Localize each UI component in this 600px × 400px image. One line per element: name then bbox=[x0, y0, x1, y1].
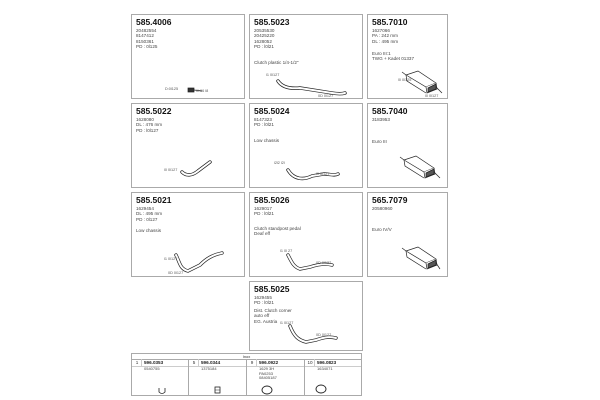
part-details: 3183953 bbox=[372, 117, 390, 122]
part-details: 8147323 PD : l0l21 bbox=[254, 117, 274, 128]
part-drawing-gasket-ring bbox=[247, 359, 305, 396]
part-details: 1627066 PA : 242 mm DL : 495 mm bbox=[372, 28, 399, 44]
dimension-label: l2l2 l2l bbox=[274, 161, 285, 165]
position-number: 1 bbox=[133, 359, 142, 366]
part-drawing-sleeve bbox=[189, 359, 247, 396]
part-drawing-bent-pipe bbox=[132, 193, 246, 278]
dimension-label: l1 0l127 bbox=[266, 73, 280, 77]
part-card-585-7010[interactable] bbox=[367, 14, 448, 99]
part-number: 585.5026 bbox=[254, 195, 290, 205]
part-drawing-catalytic-converter bbox=[368, 15, 449, 100]
accessories-table bbox=[131, 353, 362, 396]
part-drawing-gasket-ring bbox=[305, 359, 361, 396]
part-card-585-7040[interactable] bbox=[367, 103, 448, 188]
dimension-label: D:0l125 bbox=[165, 87, 179, 91]
dimension-label: 0l 0l125 bbox=[398, 78, 412, 82]
part-number: 585.7010 bbox=[372, 17, 408, 27]
part-number: 585.4006 bbox=[136, 17, 172, 27]
part-card-585-5023[interactable] bbox=[249, 14, 363, 99]
part-details: 1628080 DL : 476 mm PD : l0l127 bbox=[136, 117, 163, 133]
part-details: 0540755 bbox=[144, 366, 160, 371]
dimension-label: l0 0l127 bbox=[164, 168, 178, 172]
part-note: Clutch plastic 1/4-1/2" bbox=[254, 60, 299, 65]
part-details: 1629454 DL : 495 mm PD : 0l127 bbox=[136, 206, 163, 222]
table-cell[interactable] bbox=[305, 359, 361, 396]
part-card-585-4006[interactable] bbox=[131, 14, 245, 99]
part-drawing-muffler-clamp bbox=[132, 15, 246, 100]
part-number: 596.0823 bbox=[317, 360, 337, 365]
table-cell[interactable] bbox=[189, 359, 247, 396]
dimension-label: l1 0l 27 bbox=[280, 249, 293, 253]
part-details: 20580960 bbox=[372, 206, 393, 211]
dimension-label: 0l:06 l8 bbox=[196, 89, 209, 93]
dimension-label: l1 0l127 bbox=[164, 257, 178, 261]
part-note: Euro III:1 TWG + Kadet 01337 bbox=[372, 51, 415, 62]
part-number: 596.0344 bbox=[201, 360, 221, 365]
part-note: Clutch standpost pedal Deaf eff bbox=[254, 226, 301, 237]
part-drawing-short-pipe bbox=[132, 104, 246, 189]
part-card-585-5026[interactable] bbox=[249, 192, 363, 277]
part-card-585-5022[interactable] bbox=[131, 103, 245, 188]
position-number: 9 bbox=[248, 359, 257, 366]
part-details: 1375184 bbox=[201, 366, 217, 371]
part-number: 565.7079 bbox=[372, 195, 408, 205]
dimension-label: l0 0l127 bbox=[425, 94, 439, 98]
part-number: 585.5023 bbox=[254, 17, 290, 27]
part-note: Dist. Clutch corner auto eff EG. Austria bbox=[254, 308, 292, 324]
position-number: 10 bbox=[306, 359, 315, 366]
part-details: 1634071 bbox=[317, 366, 333, 371]
part-number: 585.5021 bbox=[136, 195, 172, 205]
dimension-label: 0D 0l127 bbox=[316, 333, 332, 337]
part-details: 20482554 8147412 8150361 PD : 0l125 bbox=[136, 28, 158, 49]
part-details: 20535530 20425220 1628052 PD : l0l21 bbox=[254, 28, 275, 49]
position-number: 5 bbox=[190, 359, 199, 366]
part-drawing-catalytic-converter bbox=[368, 193, 449, 278]
table-title: Inox bbox=[132, 354, 361, 360]
part-note: Euro III bbox=[372, 139, 387, 144]
table-cell[interactable] bbox=[132, 359, 189, 396]
part-drawing-bent-pipe bbox=[250, 193, 364, 278]
part-number: 596.0353 bbox=[144, 360, 164, 365]
part-card-585-5024[interactable] bbox=[249, 103, 363, 188]
part-card-585-5025[interactable] bbox=[249, 281, 363, 351]
part-number: 585.5025 bbox=[254, 284, 290, 294]
table-cell[interactable] bbox=[247, 359, 305, 396]
part-drawing-catalytic-converter bbox=[368, 104, 449, 189]
part-number: 585.7040 bbox=[372, 106, 408, 116]
part-drawing-bent-pipe bbox=[250, 15, 364, 100]
part-drawing-bent-pipe bbox=[250, 282, 364, 352]
dimension-label: 0D 0l127 bbox=[318, 94, 334, 98]
part-note: Low chassis bbox=[136, 228, 162, 233]
dimension-label: 0D 0l127 bbox=[168, 271, 184, 275]
part-note: Euro IV/V bbox=[372, 227, 392, 232]
part-card-585-5021[interactable] bbox=[131, 192, 245, 277]
part-number: 585.5024 bbox=[254, 106, 290, 116]
dimension-label: l1 0l127 bbox=[280, 321, 294, 325]
part-note: Low chassis bbox=[254, 138, 280, 143]
part-drawing-u-clamp bbox=[132, 359, 189, 396]
part-details: 1629017 PD : l0l21 bbox=[254, 206, 274, 217]
part-details: 1629455 PD : l0l21 bbox=[254, 295, 274, 306]
dimension-label: 0D 0l127 bbox=[316, 261, 332, 265]
part-number: 585.5022 bbox=[136, 106, 172, 116]
dimension-label: l0 0l127 bbox=[316, 172, 330, 176]
part-number: 596.0922 bbox=[259, 360, 279, 365]
part-card-565-7079[interactable] bbox=[367, 192, 448, 277]
part-details: 1629 3H PA0253 08405187 bbox=[259, 366, 277, 381]
part-drawing-bent-pipe bbox=[250, 104, 364, 189]
